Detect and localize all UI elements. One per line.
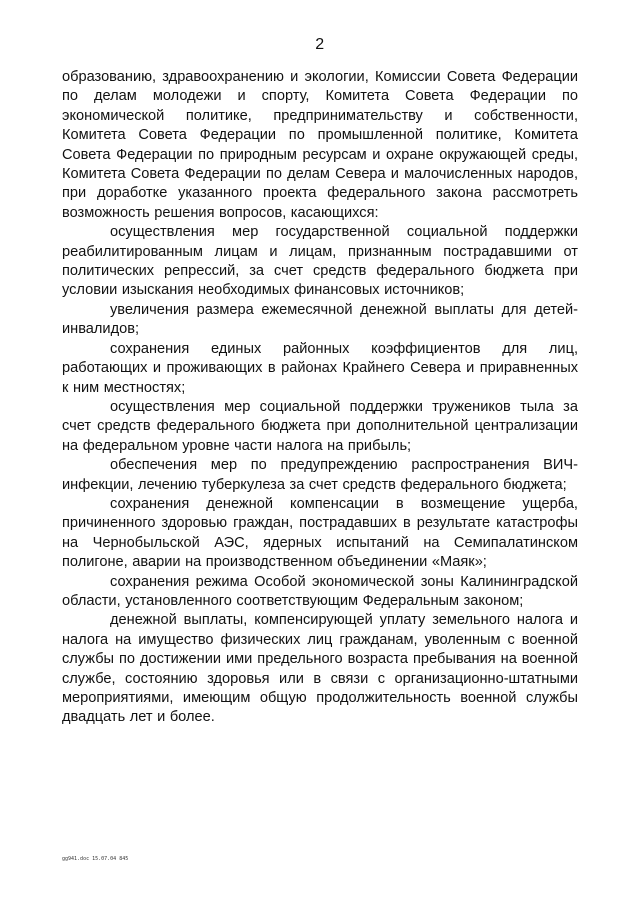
paragraph-disabled-children: увеличения размера ежемесячной денежной выплаты для детей-инвалидов;	[62, 301, 578, 338]
paragraph-hiv-tuberculosis: обеспечения мер по предупреждению распространения ВИЧ-инфекции, лечению туберкулеза за счет средств федерального бюджета;	[62, 457, 578, 493]
document-footer: gg941.doc 15.07.04 845	[62, 856, 129, 862]
paragraph-kaliningrad-zone: сохранения режима Особой экономической зоны Калининградской области, установленного соответствующим Федеральным законом;	[62, 573, 578, 609]
paragraph-military-payment: денежной выплаты, компенсирующей уплату земельного налога и налога на имущество физических лиц гражданам, уволенным с военной службы по достижении ими предельного возраста пребывания на военной службе, состоянию здоровья или в связи с организационно-штатными мероприятиями, имеющим общую продолжительность военной службы двадцать лет и более.	[62, 612, 578, 726]
paragraph-regional-coefficients: сохранения единых районных коэффициентов для лиц, работающих и проживающих в районах Крайнего Севера и приравненных к ним местностях;	[62, 340, 578, 396]
paragraph-continuation: образованию, здравоохранению и экологии, Комиссии Совета Федерации по делам молодежи и спорту, Комитета Совета Федерации по экономической политике, предпринимательству и собственности, Комитета Совета Федерации по промышленной политике, Комитета Совета Федерации по природным ресурсам и охране окружающей среды, Комитета Совета Федерации по делам Севера и малочисленных народов, при доработке указанного проекта федерального закона рассмотреть возможность решения вопросов, касающихся:	[62, 69, 578, 221]
page-number: 2	[315, 36, 325, 53]
paragraph-chernobyl-compensation: сохранения денежной компенсации в возмещение ущерба, причиненного здоровью граждан, пострадавших в результате катастрофы на Чернобыльской АЭС, ядерных испытаний на Семипалатинском полигоне, аварии на производственном объединении «Маяк»;	[62, 495, 578, 571]
paragraph-home-front-workers: осуществления мер социальной поддержки тружеников тыла за счет средств федерального бюджета при дополнительной централизации на федеральном уровне части налога на прибыль;	[62, 398, 578, 454]
document-body	[62, 68, 578, 728]
paragraph-rehabilitated-persons: осуществления мер государственной социальной поддержки реабилитированным лицам и лицам, признанным пострадавшими от политических репрессий, за счет средств федерального бюджета при условии изыскания необходимых финансовых источников;	[62, 224, 578, 299]
